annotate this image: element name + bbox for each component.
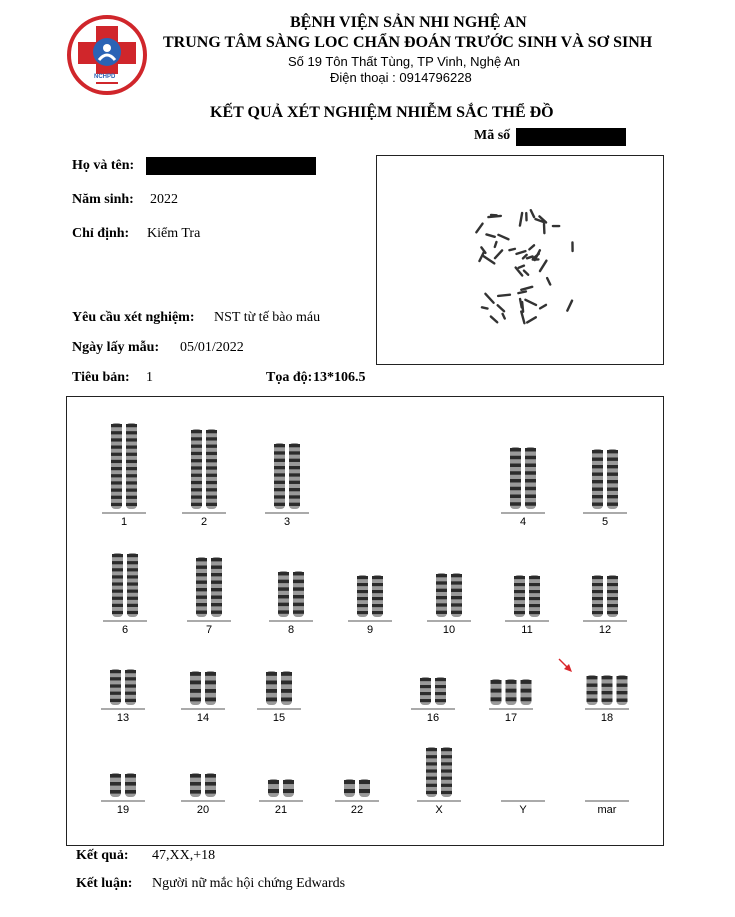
metaphase-chromosome bbox=[540, 305, 546, 308]
chromosome-label: 7 bbox=[205, 624, 213, 636]
metaphase-chromosome bbox=[522, 302, 523, 312]
chromosome-3 bbox=[289, 443, 300, 509]
chromosome-17 bbox=[491, 679, 502, 705]
chromosome-label: 12 bbox=[598, 624, 612, 636]
chromosome-9 bbox=[357, 575, 368, 617]
chromosome-17 bbox=[506, 679, 517, 705]
chromosome-5 bbox=[592, 449, 603, 509]
chromosome-21 bbox=[268, 779, 279, 797]
metaphase-chromosome bbox=[527, 256, 533, 258]
chromosome-21 bbox=[283, 779, 294, 797]
metaphase-chromosome bbox=[525, 300, 536, 305]
metaphase-chromosome bbox=[518, 291, 526, 293]
chromosome-label: 5 bbox=[601, 516, 609, 528]
coord-value: 13*106.5 bbox=[313, 370, 366, 385]
metaphase-chromosome bbox=[529, 245, 534, 249]
metaphase-chromosome bbox=[484, 256, 494, 263]
conclusion-value: Người nữ mắc hội chứng Edwards bbox=[152, 876, 346, 891]
chromosome-17 bbox=[521, 679, 532, 705]
chromosome-11 bbox=[529, 575, 540, 617]
metaphase-chromosome bbox=[520, 213, 522, 226]
report-title: KẾT QUẢ XÉT NGHIỆM NHIỄM SẮC THỂ ĐỒ bbox=[210, 104, 554, 121]
metaphase-chromosome bbox=[540, 261, 546, 271]
chromosome-label: 4 bbox=[519, 516, 527, 528]
metaphase-chromosome bbox=[521, 287, 532, 290]
sample-date-value: 05/01/2022 bbox=[180, 340, 244, 355]
metaphase-chromosome bbox=[547, 278, 550, 284]
chromosome-1 bbox=[111, 423, 122, 509]
chromosome-3 bbox=[274, 443, 285, 509]
chromosome-10 bbox=[451, 573, 462, 617]
logo-text: NCHPD bbox=[94, 74, 116, 80]
metaphase-chromosome bbox=[567, 301, 572, 311]
slide-value: 1 bbox=[146, 370, 153, 385]
chromosome-label: 18 bbox=[600, 712, 614, 724]
chromosome-12 bbox=[607, 575, 618, 617]
chromosome-14 bbox=[190, 671, 201, 705]
metaphase-chromosome bbox=[485, 294, 493, 303]
code-label: Mã số bbox=[474, 128, 511, 143]
chromosome-20 bbox=[205, 773, 216, 797]
chromosome-22 bbox=[359, 779, 370, 797]
metaphase-chromosome bbox=[482, 307, 488, 308]
chromosome-4 bbox=[510, 447, 521, 509]
chromosome-19 bbox=[125, 773, 136, 797]
chromosome-13 bbox=[110, 669, 121, 705]
chromosome-2 bbox=[206, 429, 217, 509]
chromosome-label: 21 bbox=[274, 804, 288, 816]
metaphase-chromosome bbox=[476, 224, 482, 233]
chromosome-label: 2 bbox=[200, 516, 208, 528]
karyogram-panel bbox=[66, 396, 664, 846]
chromosome-6 bbox=[127, 553, 138, 617]
chromosome-X bbox=[426, 747, 437, 797]
metaphase-chromosome bbox=[486, 234, 494, 236]
chromosome-label: 17 bbox=[504, 712, 518, 724]
chromosome-19 bbox=[110, 773, 121, 797]
chromosome-label: mar bbox=[597, 804, 617, 816]
birth-label: Năm sinh: bbox=[72, 192, 134, 207]
coord-label: Tọa độ: bbox=[266, 370, 313, 385]
chromosome-9 bbox=[372, 575, 383, 617]
chromosome-6 bbox=[112, 553, 123, 617]
chromosome-18 bbox=[617, 675, 628, 705]
sample-date-label: Ngày lấy mẫu: bbox=[72, 340, 160, 355]
name-label: Họ và tên: bbox=[72, 158, 135, 173]
birth-value: 2022 bbox=[150, 192, 178, 207]
metaphase-chromosome bbox=[481, 247, 485, 252]
chromosome-8 bbox=[293, 571, 304, 617]
chromosome-2 bbox=[191, 429, 202, 509]
metaphase-chromosome bbox=[498, 305, 504, 311]
chromosome-7 bbox=[196, 557, 207, 617]
name-redaction bbox=[146, 157, 316, 175]
metaphase-image bbox=[376, 155, 664, 365]
karyogram bbox=[67, 397, 663, 845]
metaphase-chromosome bbox=[495, 250, 502, 258]
metaphase-chromosome bbox=[516, 251, 525, 254]
chromosome-label: 19 bbox=[116, 804, 130, 816]
chromosome-10 bbox=[436, 573, 447, 617]
chromosome-18 bbox=[587, 675, 598, 705]
metaphase-chromosome bbox=[524, 271, 528, 275]
chromosome-1 bbox=[126, 423, 137, 509]
chromosome-18 bbox=[602, 675, 613, 705]
chromosome-label: 11 bbox=[521, 624, 533, 636]
chromosome-X bbox=[441, 747, 452, 797]
metaphase-chromosome bbox=[495, 242, 497, 247]
hospital-name: BỆNH VIỆN SẢN NHI NGHỆ AN bbox=[290, 14, 527, 31]
chromosome-label: 9 bbox=[366, 624, 374, 636]
chromosome-5 bbox=[607, 449, 618, 509]
chromosome-label: 1 bbox=[120, 516, 128, 528]
code-redaction bbox=[516, 128, 626, 146]
indication-label: Chỉ định: bbox=[72, 226, 130, 241]
chromosome-7 bbox=[211, 557, 222, 617]
chromosome-20 bbox=[190, 773, 201, 797]
chromosome-label: 16 bbox=[426, 712, 440, 724]
chromosome-15 bbox=[266, 671, 277, 705]
chromosome-label: 22 bbox=[350, 804, 364, 816]
chromosome-label: 3 bbox=[283, 516, 291, 528]
chromosome-12 bbox=[592, 575, 603, 617]
chromosome-15 bbox=[281, 671, 292, 705]
chromosome-label: X bbox=[435, 804, 443, 816]
metaphase-chromosome bbox=[503, 314, 505, 319]
center-name: TRUNG TÂM SÀNG LOC CHẨN ĐOÁN TRƯỚC SINH VÀ SƠ SINH bbox=[163, 34, 653, 51]
hospital-address: Số 19 Tôn Thất Tùng, TP Vinh, Nghệ An bbox=[288, 54, 521, 69]
chromosome-label: 13 bbox=[116, 712, 130, 724]
request-label: Yêu cầu xét nghiệm: bbox=[72, 310, 195, 325]
metaphase-spread bbox=[377, 156, 663, 364]
result-label: Kết quả: bbox=[76, 848, 129, 863]
chromosome-label: 8 bbox=[287, 624, 295, 636]
chromosome-16 bbox=[435, 677, 446, 705]
metaphase-chromosome bbox=[498, 235, 508, 239]
trisomy-arrow-icon bbox=[559, 659, 572, 672]
request-value: NST từ tế bào máu bbox=[214, 310, 321, 325]
chromosome-label: 15 bbox=[272, 712, 286, 724]
metaphase-chromosome bbox=[521, 312, 524, 324]
metaphase-chromosome bbox=[491, 317, 497, 323]
slide-label: Tiêu bản: bbox=[72, 370, 130, 385]
chromosome-label: 20 bbox=[196, 804, 210, 816]
chromosome-22 bbox=[344, 779, 355, 797]
metaphase-chromosome bbox=[498, 295, 510, 296]
chromosome-8 bbox=[278, 571, 289, 617]
hospital-phone: Điện thoại : 0914796228 bbox=[330, 70, 472, 85]
metaphase-chromosome bbox=[519, 266, 524, 268]
indication-value: Kiểm Tra bbox=[147, 226, 201, 241]
metaphase-chromosome bbox=[527, 317, 536, 322]
chromosome-16 bbox=[420, 677, 431, 705]
chromosome-label: Y bbox=[519, 804, 527, 816]
chromosome-label: 14 bbox=[196, 712, 210, 724]
chromosome-11 bbox=[514, 575, 525, 617]
metaphase-chromosome bbox=[531, 210, 534, 217]
chromosome-label: 6 bbox=[121, 624, 129, 636]
chromosome-14 bbox=[205, 671, 216, 705]
conclusion-label: Kết luận: bbox=[76, 876, 133, 891]
result-value: 47,XX,+18 bbox=[152, 848, 216, 863]
hospital-logo bbox=[66, 14, 148, 96]
chromosome-label: 10 bbox=[442, 624, 456, 636]
chromosome-13 bbox=[125, 669, 136, 705]
metaphase-chromosome bbox=[509, 249, 514, 250]
chromosome-4 bbox=[525, 447, 536, 509]
